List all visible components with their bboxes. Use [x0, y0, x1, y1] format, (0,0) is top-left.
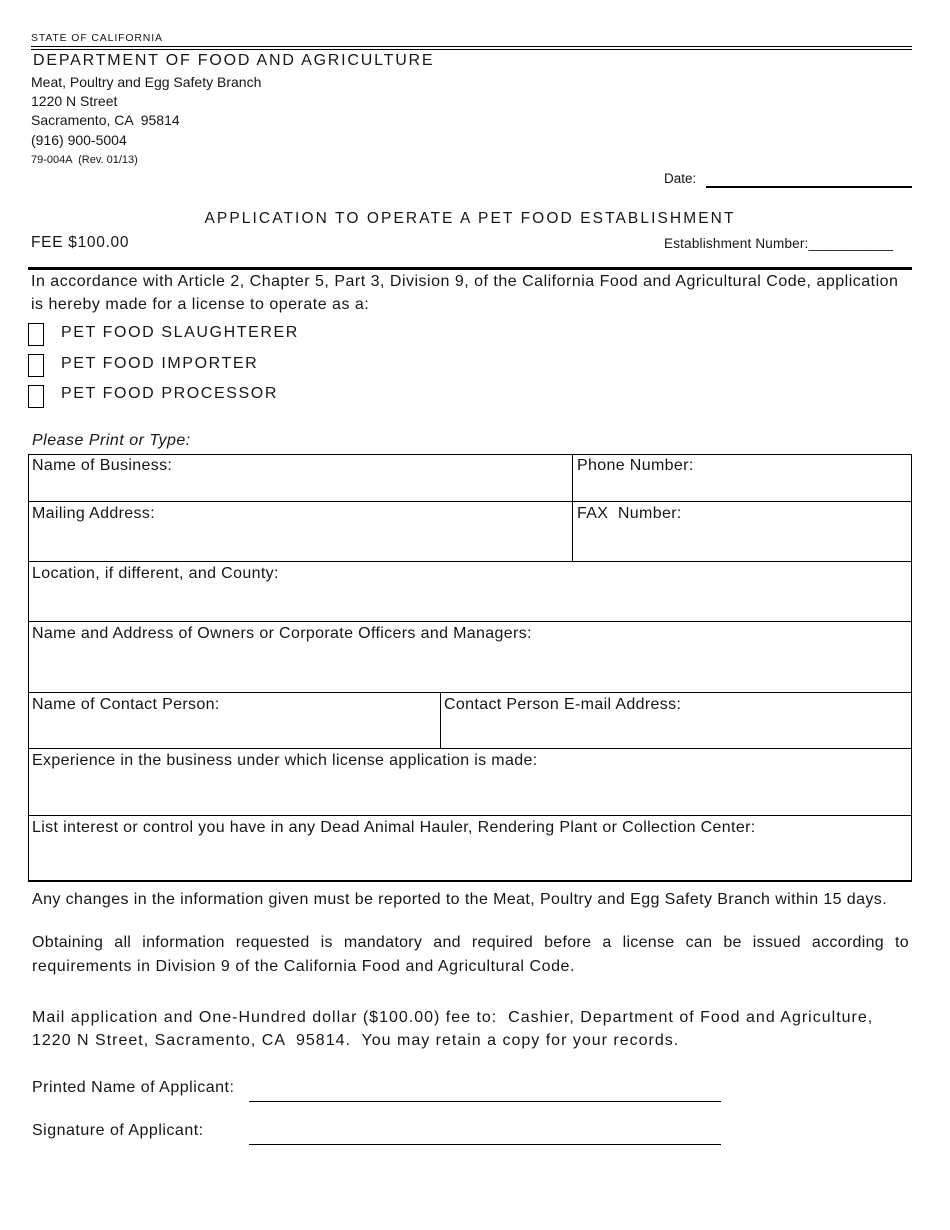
address-phone: (916) 900-5004: [31, 132, 127, 148]
contact-email-field[interactable]: [441, 693, 912, 748]
checkbox-pet-food-slaughterer[interactable]: [28, 323, 44, 346]
fee-amount: FEE $100.00: [31, 234, 130, 251]
state-heading: STATE OF CALIFORNIA: [31, 32, 163, 44]
header-double-rule: [31, 46, 912, 50]
form-title: APPLICATION TO OPERATE A PET FOOD ESTABLISHMENT: [204, 210, 736, 227]
checkbox-pet-food-processor[interactable]: [28, 385, 44, 408]
table-row-experience: [28, 748, 912, 815]
mail-instructions-line-1: Mail application and One-Hundred dollar ($100.00) fee to: Cashier, Department of Food and Agriculture,: [32, 1009, 874, 1026]
phone-number-field[interactable]: [573, 454, 912, 501]
table-row-mailing: [28, 501, 912, 561]
label-pet-food-slaughterer: PET FOOD SLAUGHTERER: [61, 324, 299, 341]
signature-field[interactable]: [249, 1144, 721, 1145]
table-row-business: [28, 454, 912, 501]
date-field[interactable]: [706, 186, 912, 188]
department-heading: DEPARTMENT OF FOOD AND AGRICULTURE: [33, 52, 435, 69]
label-pet-food-importer: PET FOOD IMPORTER: [61, 355, 259, 372]
label-pet-food-processor: PET FOOD PROCESSOR: [61, 385, 278, 402]
date-label: Date:: [664, 171, 697, 186]
signature-label: Signature of Applicant:: [32, 1122, 204, 1139]
table-row-owners: [28, 621, 912, 692]
owners-officers-label: Name and Address of Owners or Corporate Officers and Managers:: [32, 625, 532, 642]
intro-text-line-1: In accordance with Article 2, Chapter 5, Part 3, Division 9, of the California Food and Agricultural Code, application: [31, 273, 899, 290]
owners-officers-field[interactable]: [28, 622, 912, 692]
interest-control-field[interactable]: [28, 816, 912, 882]
printed-name-field[interactable]: [249, 1101, 721, 1102]
interest-control-label: List interest or control you have in any Dead Animal Hauler, Rendering Plant or Collection Center:: [32, 819, 756, 836]
printed-name-label: Printed Name of Applicant:: [32, 1079, 235, 1096]
fax-number-label: FAX Number:: [577, 505, 682, 522]
form-number: 79-004A (Rev. 01/13): [31, 154, 138, 166]
contact-email-label: Contact Person E-mail Address:: [444, 696, 682, 713]
location-county-field[interactable]: [28, 562, 912, 621]
table-row-contact: [28, 692, 912, 748]
location-county-label: Location, if different, and County:: [32, 565, 279, 582]
phone-number-label: Phone Number:: [577, 457, 694, 474]
checkbox-pet-food-importer[interactable]: [28, 354, 44, 377]
contact-person-field[interactable]: [28, 693, 441, 748]
fax-number-field[interactable]: [573, 502, 912, 561]
intro-text-line-2: is hereby made for a license to operate as a:: [31, 296, 370, 313]
branch-name: Meat, Poultry and Egg Safety Branch: [31, 74, 262, 90]
mail-instructions-line-2: 1220 N Street, Sacramento, CA 95814. You may retain a copy for your records.: [32, 1032, 680, 1049]
mailing-address-field[interactable]: [28, 502, 573, 561]
experience-label: Experience in the business under which license application is made:: [32, 752, 538, 769]
business-name-label: Name of Business:: [32, 457, 173, 474]
contact-person-label: Name of Contact Person:: [32, 696, 220, 713]
experience-field[interactable]: [28, 749, 912, 815]
changes-notice: Any changes in the information given must be reported to the Meat, Poultry and Egg Safety Branch within 15 days.: [32, 891, 888, 908]
establishment-number-label: Establishment Number:___________: [664, 236, 894, 251]
business-name-field[interactable]: [28, 454, 573, 501]
mandatory-notice-line-1: Obtaining all information requested is mandatory and required before a license can be issued according to: [32, 934, 909, 951]
address-street: 1220 N Street: [31, 93, 118, 109]
print-instruction: Please Print or Type:: [32, 432, 191, 449]
mailing-address-label: Mailing Address:: [32, 505, 155, 522]
table-row-location: [28, 561, 912, 621]
table-row-interest: [28, 815, 912, 882]
mandatory-notice-line-2: requirements in Division 9 of the California Food and Agricultural Code.: [32, 958, 575, 975]
address-city: Sacramento, CA 95814: [31, 112, 180, 128]
